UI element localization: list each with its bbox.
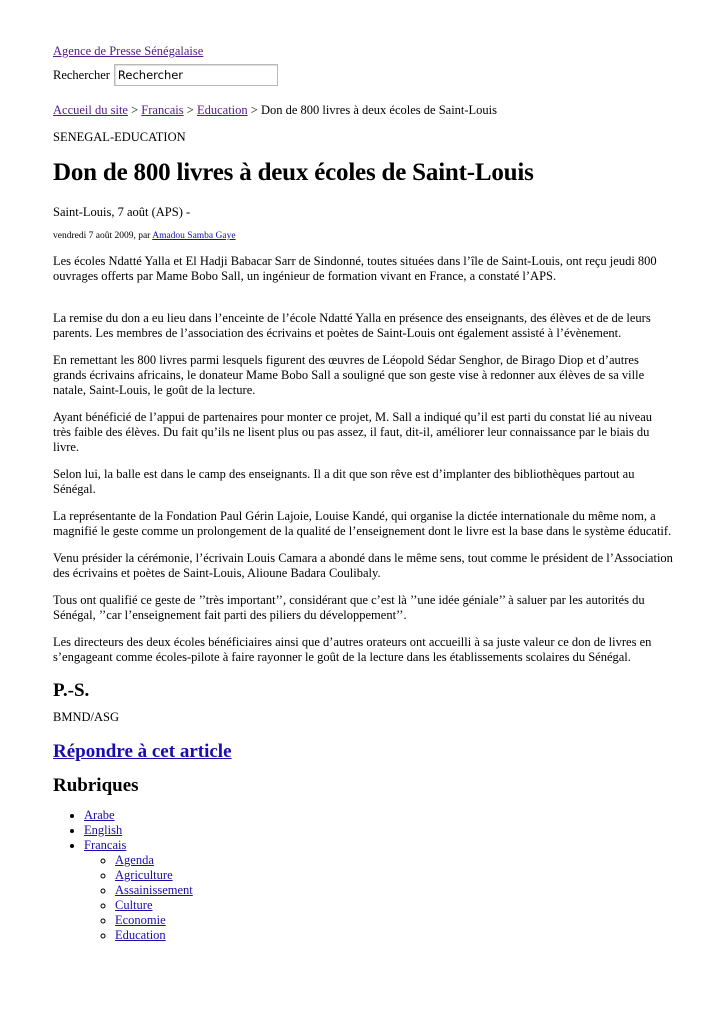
article-paragraph: La représentante de la Fondation Paul Gérin Lajoie, Louise Kandé, qui organise la dictée internationale du même nom, a magnifié le geste comme un prolongement de la qualité de l’enseignement dont le livre est la base dans le système éducatif. (53, 509, 672, 538)
sub-rubrique-item (115, 898, 673, 913)
article-signature: BMND/ASG (53, 710, 119, 724)
article-paragraph: Selon lui, la balle est dans le camp des enseignants. Il a dit que son rêve est d’implanter des bibliothèques partout au Sénégal. (53, 467, 635, 496)
breadcrumb-subsection-link[interactable]: Education (196, 103, 248, 117)
search-input[interactable] (114, 64, 278, 86)
byline-date: vendredi 7 août 2009, par (53, 231, 153, 241)
article-title: Don de 800 livres à deux écoles de Saint-Louis (53, 159, 534, 186)
breadcrumb-current: Don de 800 livres à deux écoles de Saint-Louis (260, 103, 498, 117)
rubrique-link-agriculture[interactable]: Agriculture (115, 868, 173, 882)
reply-heading (53, 741, 673, 763)
rubrique-link-economie[interactable]: Economie (115, 913, 166, 927)
breadcrumb (53, 103, 673, 118)
author-link[interactable]: Amadou Samba Gaye (152, 231, 236, 241)
breadcrumb-home-link[interactable]: Accueil du site (53, 103, 128, 117)
reply-link[interactable]: Répondre à cet article (53, 741, 232, 762)
breadcrumb-separator: > (247, 103, 261, 117)
rubrique-item (84, 823, 673, 838)
rubriques-list (53, 808, 673, 943)
article-paragraph: La remise du don a eu lieu dans l’enceinte de l’école Ndatté Yalla en présence des enseignants, des élèves et de de leurs parents. Les membres de l’association des écrivains et poètes de Saint-Louis ont également assisté à l’évènement. (53, 311, 651, 340)
site-name-link[interactable]: Agence de Presse Sénégalaise (53, 44, 204, 58)
article-kicker: SENEGAL-EDUCATION (53, 130, 186, 144)
rubriques-sublist (84, 853, 673, 943)
breadcrumb-separator: > (127, 103, 142, 117)
search-label: Rechercher (53, 67, 110, 82)
content (53, 44, 673, 943)
rubriques-heading: Rubriques (53, 775, 139, 796)
article-dateline: Saint-Louis, 7 août (APS) - (53, 205, 191, 219)
article-paragraph: Ayant bénéficié de l’appui de partenaires pour monter ce projet, M. Sall a indiqué qu’il est parti du constat lié au niveau très faible des élèves. Du fait qu’ils ne lisent plus ou pas assez, il faut, dit-il, améliorer leur connaissance par le biais du livre. (53, 410, 652, 454)
article-paragraph: Venu présider la cérémonie, l’écrivain Louis Camara a abondé dans le même sens, tout comme le président de l’Association des écrivains et poètes de Saint-Louis, Alioune Badara Coulibaly. (53, 551, 673, 580)
sub-rubrique-item (115, 868, 673, 883)
rubrique-link-arabe[interactable]: Arabe (84, 808, 115, 822)
rubrique-link-education[interactable]: Education (115, 928, 166, 942)
article-paragraph: Tous ont qualifié ce geste de ’’très important’’, considérant que c’est là ’’une idée géniale’’ à saluer par les autorités du Sénégal, ’’car l’enseignement fait parti des piliers du développement’’. (53, 593, 645, 622)
sub-rubrique-item (115, 853, 673, 868)
sub-rubrique-item (115, 913, 673, 928)
sub-rubrique-item (115, 883, 673, 898)
rubrique-item (84, 838, 673, 943)
ps-heading: P.-S. (53, 680, 90, 701)
search-form (53, 64, 673, 86)
rubrique-item (84, 808, 673, 823)
article-paragraph: Les directeurs des deux écoles bénéficiaires ainsi que d’autres orateurs ont accueilli à sa juste valeur ce don de livres en s’engageant comme écoles-pilote à faire rayonner le goût de la lecture dans les établissements scolaires du Sénégal. (53, 635, 652, 664)
rubrique-link-culture[interactable]: Culture (115, 898, 153, 912)
rubrique-link-assainissement[interactable]: Assainissement (115, 883, 193, 897)
rubrique-link-english[interactable]: English (84, 823, 123, 837)
rubrique-link-agenda[interactable]: Agenda (115, 853, 154, 867)
breadcrumb-section-link[interactable]: Francais (141, 103, 184, 117)
article-paragraph: Les écoles Ndatté Yalla et El Hadji Babacar Sarr de Sindonné, toutes situées dans l’île de Saint-Louis, ont reçu jeudi 800 ouvrages offerts par Mame Bobo Sall, un ingénieur de formation vivant en France, a constaté l’APS. (53, 254, 657, 283)
sub-rubrique-item (115, 928, 673, 943)
article-byline (53, 230, 673, 242)
rubrique-link-francais[interactable]: Francais (84, 838, 127, 852)
article-paragraph: En remettant les 800 livres parmi lesquels figurent des œuvres de Léopold Sédar Senghor, de Birago Diop et d’autres grands écrivains africains, le donateur Mame Bobo Sall a souligné que son geste vise à redonner aux élèves de sa ville natale, Saint-Louis, le goût de la lecture. (53, 353, 645, 397)
breadcrumb-separator: > (183, 103, 197, 117)
